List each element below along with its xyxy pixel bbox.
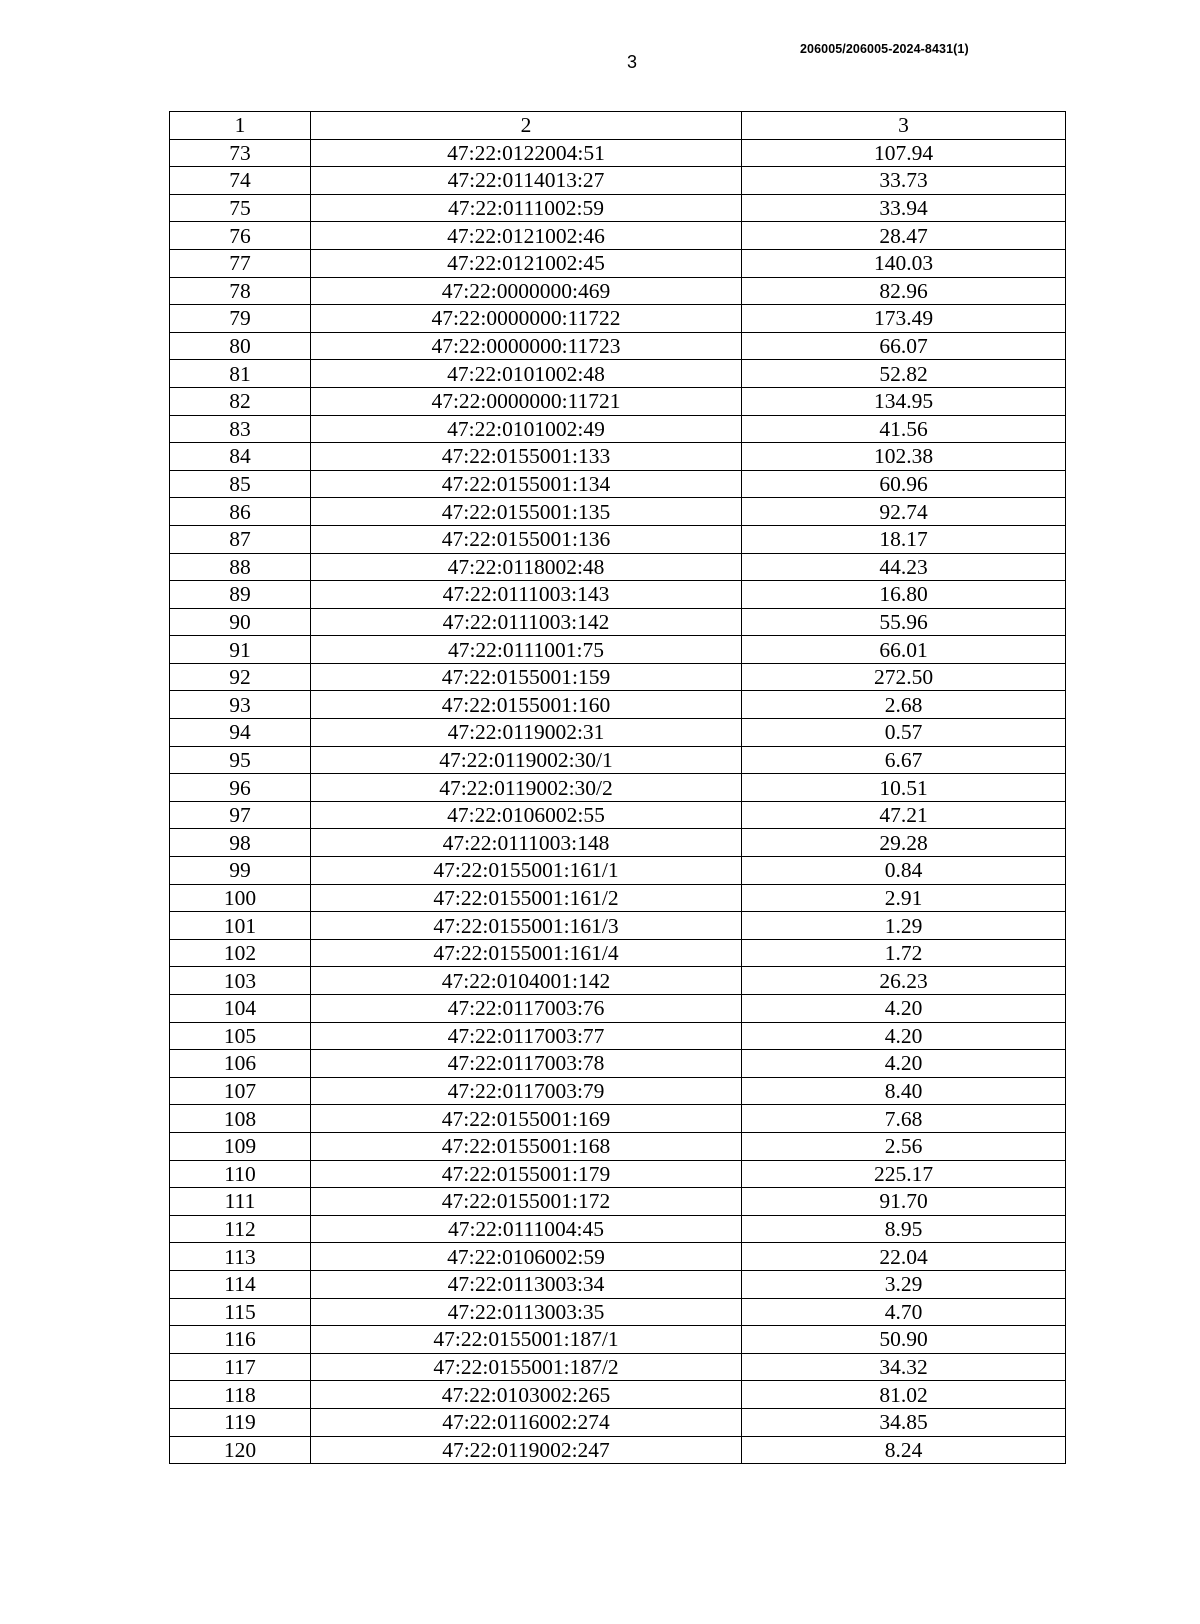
data-table xyxy=(169,111,1066,1464)
table-row xyxy=(170,829,1066,857)
value-cell: 7.68 xyxy=(742,1105,1066,1133)
table-row xyxy=(170,1160,1066,1188)
table-header xyxy=(170,112,1066,140)
row-number-cell: 84 xyxy=(170,443,311,471)
table-row xyxy=(170,332,1066,360)
value-cell: 8.24 xyxy=(742,1436,1066,1464)
value-cell: 4.20 xyxy=(742,995,1066,1023)
table-row xyxy=(170,415,1066,443)
value-cell: 44.23 xyxy=(742,553,1066,581)
row-number-cell: 86 xyxy=(170,498,311,526)
value-cell: 60.96 xyxy=(742,470,1066,498)
table-row xyxy=(170,995,1066,1023)
value-cell: 2.91 xyxy=(742,884,1066,912)
table-row xyxy=(170,967,1066,995)
cadastral-number-cell: 47:22:0000000:11723 xyxy=(311,332,742,360)
cadastral-number-cell: 47:22:0155001:135 xyxy=(311,498,742,526)
value-cell: 34.85 xyxy=(742,1408,1066,1436)
table-row xyxy=(170,608,1066,636)
cadastral-number-cell: 47:22:0121002:46 xyxy=(311,222,742,250)
value-cell: 28.47 xyxy=(742,222,1066,250)
table-row xyxy=(170,912,1066,940)
value-cell: 1.29 xyxy=(742,912,1066,940)
row-number-cell: 101 xyxy=(170,912,311,940)
table-row xyxy=(170,1381,1066,1409)
cadastral-number-cell: 47:22:0117003:78 xyxy=(311,1050,742,1078)
row-number-cell: 107 xyxy=(170,1077,311,1105)
cadastral-number-cell: 47:22:0155001:161/2 xyxy=(311,884,742,912)
row-number-cell: 88 xyxy=(170,553,311,581)
row-number-cell: 92 xyxy=(170,663,311,691)
cadastral-number-cell: 47:22:0155001:168 xyxy=(311,1132,742,1160)
cadastral-number-cell: 47:22:0155001:134 xyxy=(311,470,742,498)
cadastral-number-cell: 47:22:0111003:142 xyxy=(311,608,742,636)
cadastral-number-cell: 47:22:0155001:172 xyxy=(311,1188,742,1216)
value-cell: 66.01 xyxy=(742,636,1066,664)
table-row xyxy=(170,1050,1066,1078)
column-header: 2 xyxy=(311,112,742,140)
value-cell: 134.95 xyxy=(742,387,1066,415)
document-reference-number: 206005/206005-2024-8431(1) xyxy=(800,42,969,56)
value-cell: 102.38 xyxy=(742,443,1066,471)
value-cell: 47.21 xyxy=(742,801,1066,829)
cadastral-number-cell: 47:22:0122004:51 xyxy=(311,139,742,167)
value-cell: 0.84 xyxy=(742,857,1066,885)
row-number-cell: 98 xyxy=(170,829,311,857)
cadastral-number-cell: 47:22:0106002:55 xyxy=(311,801,742,829)
table-row xyxy=(170,581,1066,609)
row-number-cell: 82 xyxy=(170,387,311,415)
value-cell: 140.03 xyxy=(742,249,1066,277)
cadastral-number-cell: 47:22:0119002:30/1 xyxy=(311,746,742,774)
value-cell: 55.96 xyxy=(742,608,1066,636)
table-row xyxy=(170,525,1066,553)
table-row xyxy=(170,1353,1066,1381)
row-number-cell: 120 xyxy=(170,1436,311,1464)
row-number-cell: 94 xyxy=(170,719,311,747)
table-row xyxy=(170,1298,1066,1326)
page-number: 3 xyxy=(627,52,638,72)
cadastral-number-cell: 47:22:0155001:187/2 xyxy=(311,1353,742,1381)
value-cell: 10.51 xyxy=(742,774,1066,802)
value-cell: 18.17 xyxy=(742,525,1066,553)
table-row xyxy=(170,1077,1066,1105)
cadastral-number-cell: 47:22:0000000:11721 xyxy=(311,387,742,415)
table-row xyxy=(170,636,1066,664)
row-number-cell: 109 xyxy=(170,1132,311,1160)
table-row xyxy=(170,884,1066,912)
value-cell: 8.40 xyxy=(742,1077,1066,1105)
value-cell: 66.07 xyxy=(742,332,1066,360)
value-cell: 1.72 xyxy=(742,939,1066,967)
table-row xyxy=(170,939,1066,967)
table-row xyxy=(170,1326,1066,1354)
cadastral-number-cell: 47:22:0155001:161/4 xyxy=(311,939,742,967)
row-number-cell: 96 xyxy=(170,774,311,802)
value-cell: 91.70 xyxy=(742,1188,1066,1216)
table-row xyxy=(170,663,1066,691)
row-number-cell: 102 xyxy=(170,939,311,967)
table-row xyxy=(170,553,1066,581)
cadastral-number-cell: 47:22:0119002:31 xyxy=(311,719,742,747)
cadastral-number-cell: 47:22:0155001:161/1 xyxy=(311,857,742,885)
row-number-cell: 76 xyxy=(170,222,311,250)
row-number-cell: 78 xyxy=(170,277,311,305)
row-number-cell: 103 xyxy=(170,967,311,995)
cadastral-number-cell: 47:22:0113003:35 xyxy=(311,1298,742,1326)
table-row xyxy=(170,139,1066,167)
row-number-cell: 97 xyxy=(170,801,311,829)
table-row xyxy=(170,857,1066,885)
value-cell: 6.67 xyxy=(742,746,1066,774)
row-number-cell: 83 xyxy=(170,415,311,443)
value-cell: 16.80 xyxy=(742,581,1066,609)
value-cell: 82.96 xyxy=(742,277,1066,305)
value-cell: 8.95 xyxy=(742,1215,1066,1243)
cadastral-number-cell: 47:22:0113003:34 xyxy=(311,1270,742,1298)
table-row xyxy=(170,1188,1066,1216)
row-number-cell: 74 xyxy=(170,167,311,195)
cadastral-number-cell: 47:22:0155001:179 xyxy=(311,1160,742,1188)
table-row xyxy=(170,1436,1066,1464)
table-row xyxy=(170,498,1066,526)
table-row xyxy=(170,305,1066,333)
table-row xyxy=(170,1132,1066,1160)
table-row xyxy=(170,360,1066,388)
row-number-cell: 116 xyxy=(170,1326,311,1354)
row-number-cell: 106 xyxy=(170,1050,311,1078)
cadastral-number-cell: 47:22:0106002:59 xyxy=(311,1243,742,1271)
table-row xyxy=(170,691,1066,719)
table-row xyxy=(170,1105,1066,1133)
value-cell: 4.70 xyxy=(742,1298,1066,1326)
cadastral-number-cell: 47:22:0103002:265 xyxy=(311,1381,742,1409)
table-row xyxy=(170,1215,1066,1243)
row-number-cell: 104 xyxy=(170,995,311,1023)
table-row xyxy=(170,387,1066,415)
row-number-cell: 77 xyxy=(170,249,311,277)
table-row xyxy=(170,801,1066,829)
cadastral-number-cell: 47:22:0155001:187/1 xyxy=(311,1326,742,1354)
cadastral-number-cell: 47:22:0101002:49 xyxy=(311,415,742,443)
cadastral-number-cell: 47:22:0119002:247 xyxy=(311,1436,742,1464)
table-row xyxy=(170,774,1066,802)
cadastral-number-cell: 47:22:0111003:148 xyxy=(311,829,742,857)
row-number-cell: 95 xyxy=(170,746,311,774)
value-cell: 81.02 xyxy=(742,1381,1066,1409)
cadastral-number-cell: 47:22:0118002:48 xyxy=(311,553,742,581)
cadastral-number-cell: 47:22:0121002:45 xyxy=(311,249,742,277)
value-cell: 173.49 xyxy=(742,305,1066,333)
table-row xyxy=(170,222,1066,250)
row-number-cell: 85 xyxy=(170,470,311,498)
row-number-cell: 105 xyxy=(170,1022,311,1050)
row-number-cell: 80 xyxy=(170,332,311,360)
row-number-cell: 89 xyxy=(170,581,311,609)
value-cell: 22.04 xyxy=(742,1243,1066,1271)
row-number-cell: 113 xyxy=(170,1243,311,1271)
cadastral-number-cell: 47:22:0155001:136 xyxy=(311,525,742,553)
cadastral-number-cell: 47:22:0000000:469 xyxy=(311,277,742,305)
cadastral-number-cell: 47:22:0000000:11722 xyxy=(311,305,742,333)
row-number-cell: 111 xyxy=(170,1188,311,1216)
value-cell: 107.94 xyxy=(742,139,1066,167)
row-number-cell: 100 xyxy=(170,884,311,912)
table-header-row xyxy=(170,112,1066,140)
value-cell: 41.56 xyxy=(742,415,1066,443)
table-row xyxy=(170,1270,1066,1298)
row-number-cell: 93 xyxy=(170,691,311,719)
row-number-cell: 117 xyxy=(170,1353,311,1381)
row-number-cell: 81 xyxy=(170,360,311,388)
value-cell: 52.82 xyxy=(742,360,1066,388)
value-cell: 34.32 xyxy=(742,1353,1066,1381)
table-row xyxy=(170,1408,1066,1436)
table-row xyxy=(170,1022,1066,1050)
value-cell: 92.74 xyxy=(742,498,1066,526)
row-number-cell: 112 xyxy=(170,1215,311,1243)
cadastral-number-cell: 47:22:0155001:133 xyxy=(311,443,742,471)
row-number-cell: 99 xyxy=(170,857,311,885)
column-header: 1 xyxy=(170,112,311,140)
row-number-cell: 114 xyxy=(170,1270,311,1298)
table-row xyxy=(170,249,1066,277)
cadastral-number-cell: 47:22:0117003:77 xyxy=(311,1022,742,1050)
cadastral-number-cell: 47:22:0104001:142 xyxy=(311,967,742,995)
table-row xyxy=(170,443,1066,471)
data-table-container xyxy=(169,111,1065,1464)
row-number-cell: 79 xyxy=(170,305,311,333)
cadastral-number-cell: 47:22:0155001:169 xyxy=(311,1105,742,1133)
cadastral-number-cell: 47:22:0155001:160 xyxy=(311,691,742,719)
value-cell: 33.73 xyxy=(742,167,1066,195)
cadastral-number-cell: 47:22:0111001:75 xyxy=(311,636,742,664)
table-row xyxy=(170,470,1066,498)
row-number-cell: 110 xyxy=(170,1160,311,1188)
value-cell: 2.68 xyxy=(742,691,1066,719)
table-row xyxy=(170,746,1066,774)
cadastral-number-cell: 47:22:0119002:30/2 xyxy=(311,774,742,802)
column-header: 3 xyxy=(742,112,1066,140)
table-row xyxy=(170,167,1066,195)
row-number-cell: 73 xyxy=(170,139,311,167)
value-cell: 2.56 xyxy=(742,1132,1066,1160)
table-row xyxy=(170,1243,1066,1271)
value-cell: 3.29 xyxy=(742,1270,1066,1298)
row-number-cell: 87 xyxy=(170,525,311,553)
cadastral-number-cell: 47:22:0116002:274 xyxy=(311,1408,742,1436)
cadastral-number-cell: 47:22:0111003:143 xyxy=(311,581,742,609)
table-body xyxy=(170,139,1066,1464)
cadastral-number-cell: 47:22:0111002:59 xyxy=(311,194,742,222)
row-number-cell: 75 xyxy=(170,194,311,222)
row-number-cell: 91 xyxy=(170,636,311,664)
value-cell: 4.20 xyxy=(742,1022,1066,1050)
row-number-cell: 108 xyxy=(170,1105,311,1133)
value-cell: 33.94 xyxy=(742,194,1066,222)
cadastral-number-cell: 47:22:0114013:27 xyxy=(311,167,742,195)
cadastral-number-cell: 47:22:0117003:76 xyxy=(311,995,742,1023)
cadastral-number-cell: 47:22:0101002:48 xyxy=(311,360,742,388)
value-cell: 4.20 xyxy=(742,1050,1066,1078)
value-cell: 0.57 xyxy=(742,719,1066,747)
table-row xyxy=(170,719,1066,747)
cadastral-number-cell: 47:22:0117003:79 xyxy=(311,1077,742,1105)
row-number-cell: 115 xyxy=(170,1298,311,1326)
value-cell: 225.17 xyxy=(742,1160,1066,1188)
cadastral-number-cell: 47:22:0155001:159 xyxy=(311,663,742,691)
row-number-cell: 90 xyxy=(170,608,311,636)
cadastral-number-cell: 47:22:0111004:45 xyxy=(311,1215,742,1243)
table-row xyxy=(170,194,1066,222)
cadastral-number-cell: 47:22:0155001:161/3 xyxy=(311,912,742,940)
row-number-cell: 118 xyxy=(170,1381,311,1409)
value-cell: 272.50 xyxy=(742,663,1066,691)
value-cell: 50.90 xyxy=(742,1326,1066,1354)
value-cell: 26.23 xyxy=(742,967,1066,995)
value-cell: 29.28 xyxy=(742,829,1066,857)
row-number-cell: 119 xyxy=(170,1408,311,1436)
table-row xyxy=(170,277,1066,305)
